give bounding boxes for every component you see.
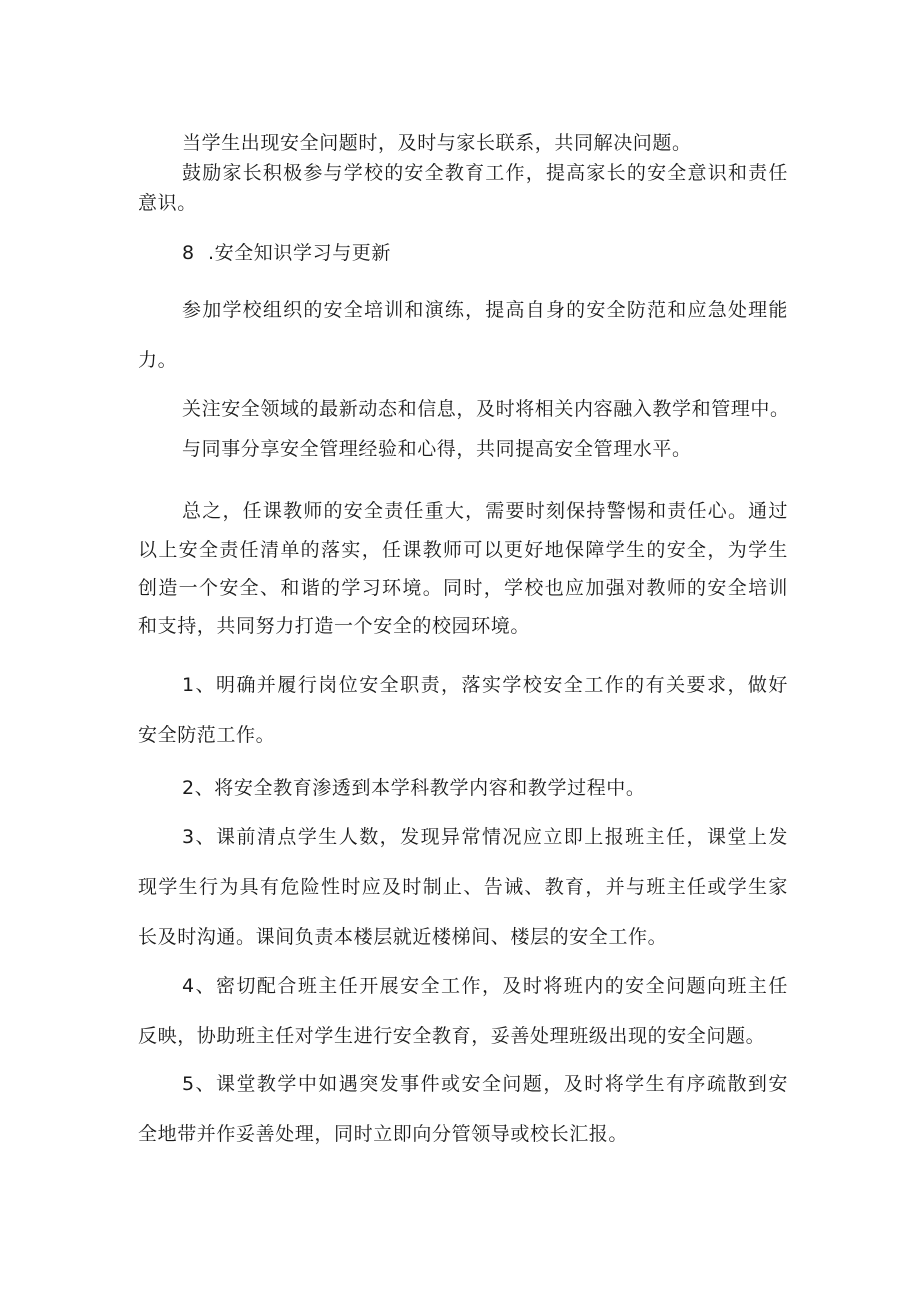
text-line: 与同事分享安全管理经验和心得，共同提高安全管理水平。 (182, 438, 692, 460)
text-line: 现学生行为具有危险性时应及时制止、告诫、教育，并与班主任或学生家 (138, 876, 788, 898)
paragraph-parent-contact (138, 128, 788, 158)
section-8-heading (138, 238, 788, 268)
text-line: 3、课前清点学生人数，发现异常情况应立即上报班主任，课堂上发 (182, 826, 788, 848)
text-line: 关注安全领域的最新动态和信息，及时将相关内容融入教学和管理中。 (182, 398, 790, 420)
text-line: 创造一个安全、和谐的学习环境。同时，学校也应加强对教师的安全培训 (138, 577, 788, 599)
list-item-5 (138, 1059, 788, 1159)
text-line: 2、将安全教育渗透到本学科教学内容和教学过程中。 (182, 777, 646, 799)
paragraph-parent-encourage (138, 158, 788, 218)
text-line: 全地带并作妥善处理，同时立即向分管领导或校长汇报。 (138, 1123, 629, 1145)
text-line: 力。 (138, 349, 178, 371)
list-item-3 (138, 812, 788, 962)
text-line: 和支持，共同努力打造一个安全的校园环境。 (138, 615, 531, 637)
section-heading-text: 8 .安全知识学习与更新 (182, 242, 392, 264)
paragraph-share-experience (138, 424, 788, 474)
text-line: 长及时沟通。课间负责本楼层就近楼梯间、楼层的安全工作。 (138, 926, 668, 948)
text-line: 当学生出现安全问题时，及时与家长联系，共同解决问题。 (182, 132, 692, 154)
text-line: 4、密切配合班主任开展安全工作，及时将班内的安全问题向班主任 (182, 975, 788, 997)
text-line: 5、课堂教学中如遇突发事件或安全问题，及时将学生有序疏散到安 (182, 1073, 788, 1095)
text-line: 意识。 (138, 192, 197, 214)
list-item-4 (138, 961, 788, 1061)
text-line: 总之，任课教师的安全责任重大，需要时刻保持警惕和责任心。通过 (182, 500, 788, 522)
text-line: 1、明确并履行岗位安全职责，落实学校安全工作的有关要求，做好 (182, 674, 788, 696)
text-line: 鼓励家长积极参与学校的安全教育工作，提高家长的安全意识和责任 (182, 162, 788, 184)
text-line: 安全防范工作。 (138, 724, 276, 746)
paragraph-training (138, 285, 788, 385)
text-line: 反映，协助班主任对学生进行安全教育，妥善处理班级出现的安全问题。 (138, 1025, 766, 1047)
text-line: 参加学校组织的安全培训和演练，提高自身的安全防范和应急处理能 (182, 299, 788, 321)
text-line: 以上安全责任清单的落实，任课教师可以更好地保障学生的安全，为学生 (138, 539, 788, 561)
list-item-1 (138, 660, 788, 760)
paragraph-summary (138, 491, 788, 645)
list-item-2 (138, 763, 788, 813)
